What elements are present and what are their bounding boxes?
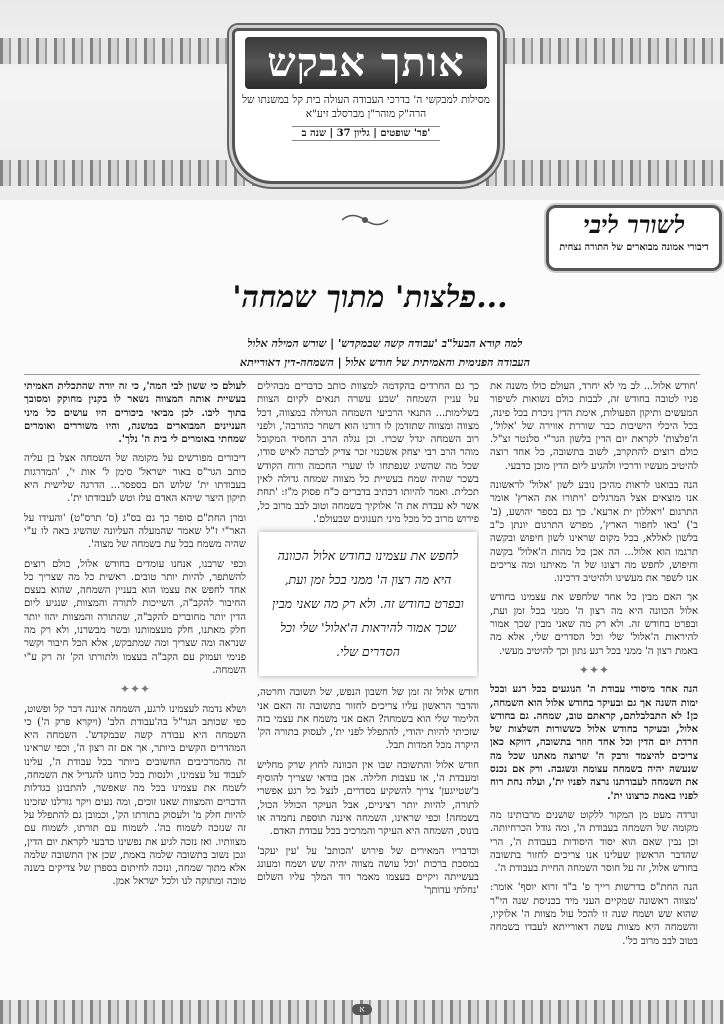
- page-number: א: [352, 1004, 372, 1015]
- column-tag-subtitle: דיבורי אמונה מבוארים של התורה נצחית: [559, 242, 709, 253]
- masthead-title: אותך אבקש: [245, 37, 487, 89]
- article-headline: 'פלצות' מתוך שמחה...: [232, 280, 508, 315]
- paragraph: דיבורים מפורשים על מקומה של השמחה אצל בן עליה כותב הגר"ס באור ישראל' סימן ל' אות י', 'המדרגות בעבודתו ית' שלוש הם בספסר... הדרגה שלישית היא תיקון היצר שיהא האדם עלז וטש לעבודתו ית'.: [24, 453, 246, 505]
- ornament-icon: ✦✦✦: [119, 682, 151, 697]
- article-column-left: [24, 380, 246, 992]
- issue-info: פר' שופטים | גליון 37 | שנה ב': [292, 126, 441, 141]
- column-tag: [546, 205, 722, 271]
- paragraph: הנה החת"ס בדרשות רייך פ' ב"ד זרוא יוסף' אומר: 'מצווה ראשונה שמקיים העני מיד בכניסת שנה הי"ר שהוא שש ושמח שנה זו להכל עול מצוות ה' אלוקיו, והשמחה היא מצוות עשה דאורייתא לעבדו בשמחה בטוב לבב מרוב כל'.: [490, 882, 698, 947]
- masthead-plaque: [232, 28, 500, 184]
- paragraph: אך האם מבין כל אחד שלחפש את עצמינו בחודש אלול הכוונה היא מה רצון ה' ממני בכל זמן ועת, ובפרט בחודש זה. ולא רק מה שאני מבין שכך אמור להיראות ה'אלול' שלי וכל הסדרים שלי, אלא מה באמת רצון ה' ממני בכל רגע נתון וכך להיטיב מעשי.: [490, 592, 698, 657]
- paragraph: חודש אלול והתשובה שבו אין הכוונה לחוץ שרק מחליש ומעבדת ה', או עצבות חלילה. אכן בודאי שצריך להוסיף ב'שטייגען' צריך להשקיע בסדרים, לנצל כל רגע אפשרי לתורה, להיות יותר רציניים, אבל העיקר הכולל הכול, בשמחה! וכפי שראינו, השמחה איננה תוספת נחמדה או בונוס, השמחה היא העיקר והמרכיב בכל עבודת האדם.: [257, 759, 479, 838]
- paragraph: ושלא נדמה לעצמינו לרגע, השמחה איננה דבר קל ופשוט, כפי שכותב הגר"ל בה'עבודת הלב' (ויקרא פרק ה') כי השמחה היא עבודה קשה שבמקדש'. השמחה היא המהדרים הקשים ביותר, אך אם זה רצון ה', וכפי שראינו זה מהמרכיבים החשובים ביותר בכל עבודת ה', עלינו לעבוד על עצמינו, ולנסות בכל כוחנו להגדיל את השמחה, לשמח את עצמינו בכל מה שאפשר, להתבונן בגדלות הדברים והמצוות שאנו זוכים, ומה נעים ויקר גורלנו שזכינו להיות חלק מ' ולעסוק בתורתו הק', וכמובן גם להתפלל על זה שנזכה לשמוח בה'. לשמוח עם תורתו, לשמוח עם מצוותיו. ואז נזכה לגיע את נפשינו כדבעי לקראת יום הדין, ונכן נשוב בתשובה שלמה באמת, שכן אין התשובה שלמה אלא מתוך שמחה, ונזכה לחיתום בספרן של צדיקים בשנה טובה ומתוקה לנו ולכל ישראל אמן.: [24, 703, 246, 888]
- paragraph: ומרן החת"ם סופר כך גם בס"ג (ס' תרס"ט) 'והעידו על האר"י ז"ל שאמר שהמעלה העליונה שהשיג באה לו ע"י שהיה משמח בכל עת בשמחה של מצוה'.: [24, 512, 246, 551]
- article-subhead-2: העבודה הפנימית והאמיתית של חודש אלול | השמחה-דין דאורייתא: [240, 356, 530, 369]
- column-divider: [24, 374, 700, 375]
- paragraph: 'חודש אלול... לב מי לא יחרד, העולם כולו משנה את פניו לטובה בחודש זה, לבבות כולם נשואות לשיפור המעשים ותיקון הפעולות, אימת הדין ניכרת בכל פינה, בכל היכלי הישיבות כבר שוררת אווירה של 'אלול', ה'פלצות' לקראת יום הדין בלשון הגר"י סלנטר זצ"ל. כולם רוצים להתקרב, לשוב בתשובה, כל אחד רוצה להיטיב מעשיו ודרכיו ולהגיע ליום הדין מוכן כדבעי.: [490, 381, 698, 472]
- ornament-icon: ✦✦✦: [578, 662, 610, 677]
- paragraph: כך גם החרדים בהקדמה למצוות כותב כדברים מבהילים על עניין השמחה 'שבע עשרה תנאים לקיום הצוות בשלימות... התנאי הרביעי השמחה הגדולה במצווה, דכל מצווה ומצווה שתזדמן לו דורנו הוא דשחר כהורבה', ולפני רוב השמחה יגדל שכרו. וכן נגלה הרב החסיד המקובל מוהר הרב רבי יצחק אשכנזי זכר צדיק לברכה לאיש סודו, שכל מה שהשיג שנפתחו לו שערי החכמה ורוח הקודש בשכר שהיה שמח בעשיית כל מצווה שמחה גדולה לאין תכלית. ואמר להיותו דכתיב בדברים כ"ח פסוק מ"ז: 'תחת אשר לא עבדת את ה' אלוקיך בשמחה וטוב לבב מרוב כל, פירוש מרוב כל מכל מיני תענוגים שבעולם'.: [257, 381, 479, 525]
- masthead-subtitle: מסילות למבקשי ה' בדרכי העבודה העולה בית קל במשנתו של הרה"ק מוהר"ן מברסלב זיע"א: [242, 94, 490, 120]
- column-tag-title: לשורר ליבי: [583, 210, 685, 239]
- article-column-right: [490, 380, 698, 992]
- paragraph: חודש אלול זה זמן של חשבון הנפש, של תשובה וחרטה, והדבר הראשון עליו צריכים לחזור בתשובה זה האם אני הלימוד שלי הוא בשמחה? האם אני משמח את עצמי בזה שזכיתי להיות יהודי, להתפלל לפני ית', לעסוק בתורה הק' היקרה מכל חמדות תבל.: [257, 687, 479, 752]
- paragraph-bold: הנה אחד מיסודי עבודת ה' הנוגעים בכל רגע ובכל ימות השנה אך גם ובעיקר בחודש אלול הוא השמחה, כן! לא התבלבלתם, קראתם טוב, שמחה. גם בחודש אלול, ובעיקר בחודש אלול כששורות השלצות של חרדת יום הדין וכל אחד חוזר בתשובה, דווקא כאן צריכים להיצמד ורבק ה' שרוצה מאתנו שכל מה שנעשה יהיה בשמחה עצומה ונשגבה. ורק אם נכנס את השמחה לעבודתנו נרצה לפניו ית', ועלה נחת רוח לפניו באמת כרצונו ית'.: [490, 684, 698, 802]
- pull-quote: לחפש את עצמינו בחודש אלול הכוונה היא מה רצון ה' ממני בכל זמן ועת, ובפרט בחודש זה. ולא רק מה שאני מבין שכך אמור להיראות ה'אלול' שלי וכל הסדרים שלי.: [259, 532, 477, 676]
- article-column-middle: [257, 380, 479, 992]
- paragraph: ונרדה מעט מן המקור ללקוט שושנים מרבותינו מה מקומה של השמחה בעבודת ה', ומה גודל הכרחיותה. וכן נבין שאם הוא יסוד היסודות בעבודת ה', הרי שהדבר הראשון שעלינו אנו צריכים לחזור בתשובה בחודש אלול, זה על חוסר השמחה החיית בעבודת ה'.: [490, 809, 698, 875]
- paragraph: וכדבריו המאירים של פירוש 'הכותב' על 'עין יעקב' במסכת ברכות 'וכל עושה מצווה יהיה שש ושמח ומעונג בעשייתה ויקיים בעצמו מאמר דוד המלך עליו השלום 'נחלתי עדותך': [257, 845, 479, 897]
- article-subhead-1: למה קורא הבעל"ב 'עבודה קשה שבמקדש' | שורש המילה אלול: [247, 337, 523, 350]
- flourish-icon: [340, 211, 390, 229]
- paragraph: הנה בבואנו לראות מהיכן נובע לשון 'אלול' לראשונה אנו מוצאים אצל המרגלים 'ויתורו את הארץ' אומר התרגום 'ויאללון ית ארעא'. כך גם בספר יהושע, (ב' ב') 'באו לחפור הארץ', מפרש התרגום יונתן כ"ב בלשון לאללא, בכל מקום שראינו לשון חיפוש ובקשה תרגמו הוא אלול... הה אכן כל מהות ה'אלול' בקשה וחיפוש, לחפש מה רצונו של ה' מאיתנו ומה צריכים אנו לשפר את מעשינו ולהיטיב דרכינו.: [490, 480, 698, 585]
- paragraph-bold: לעולם כי ששון לבי המה', כי זה יורה שהתכלית האמיתי בעשיית אותה המצווה נשאר לו בקנין מחוקק ומסובך בתוך ליבו. לכן מביאי ביכורים היו עושים כל מיני העניינים המבוארים במשנה, והיו משוררים ואומרים שמחתי באומרים לי בית ה' נלך'.: [24, 381, 246, 446]
- paragraph: וכפי שרבנו, אנחנו עומדים בחודש אלול, כולם רוצים להשתפר, להיות יותר טובים. ראשית כל מה שצריך כל אחד לחפש את עצמו הוא בעניין השמחה, שהוא בעצם החיבור להקב"ה, השייכות לתורה והמצוות, שנגיע ליום הדין יותר מחוברים להקב"ה, שהתורה והמצוות יהוו יותר חלק מאתנו, חלק מעצמותנו ובשר מבשרנו, ולא רק מה שנראה ומה שצריך ומה שמתבקש, אלא הכל חיבור וקשר פנימי ועמוק עם הקב"ה בעצמו ולתורתו הק' זה רק ע"י השמחה.: [24, 558, 246, 676]
